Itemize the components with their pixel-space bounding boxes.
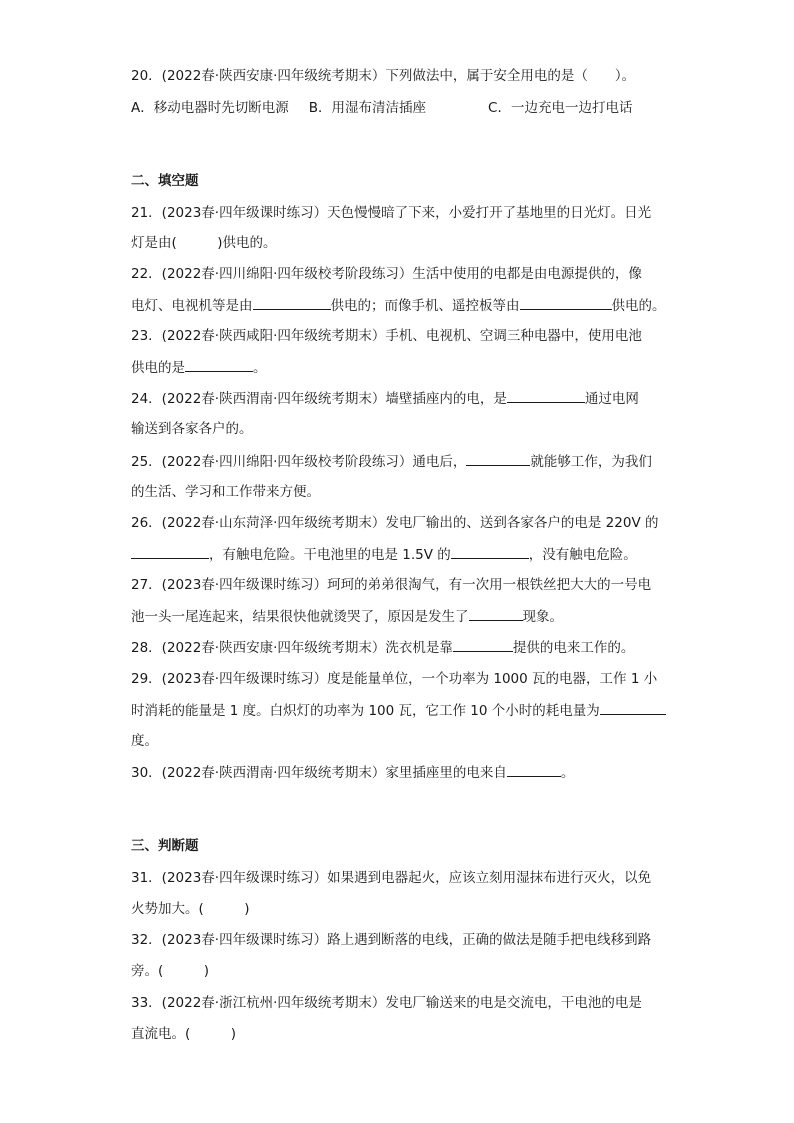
question-32-line-1: 32．(2023春·四年级课时练习）路上遇到断落的电线，正确的做法是随手把电线移到路	[131, 932, 652, 948]
text-segment: 提供的电来工作的。	[512, 640, 635, 656]
section-heading-fill-in: 二、填空题	[131, 173, 199, 189]
question-21-line-2: 灯是由( )供电的。	[131, 235, 277, 251]
question-23-line-1: 23．(2022春·陕西咸阳·四年级统考期末）手机、电视机、空调三种电器中，使用电池	[131, 328, 642, 344]
text-segment: 25．(2022春·四川绵阳·四年级校考阶段练习）通电后，	[131, 454, 467, 470]
answer-blank[interactable]	[451, 544, 529, 559]
text-segment: 时消耗的能量是 1 度。白炽灯的功率为 100 瓦，它工作 10 个小时的耗电量为	[131, 703, 600, 719]
text-segment: 通过电网	[584, 391, 639, 407]
question-31-line-1: 31．(2023春·四年级课时练习）如果遇到电器起火，应该立刻用湿抹布进行灭火，以免	[131, 870, 652, 886]
answer-blank[interactable]	[453, 637, 513, 652]
answer-blank[interactable]	[131, 544, 209, 559]
text-segment: 24．(2022春·陕西渭南·四年级统考期末）墙壁插座内的电，是	[131, 391, 507, 407]
answer-blank[interactable]	[507, 388, 585, 403]
text-segment: 供电的；而像手机、遥控板等由	[330, 298, 520, 314]
question-33-line-1: 33．(2022春·浙江杭州·四年级统考期末）发电厂输送来的电是交流电，干电池的电是	[131, 995, 642, 1011]
question-26-line-2	[131, 544, 637, 565]
question-23-line-2	[131, 357, 267, 378]
text-segment: ，没有触电危险。	[528, 547, 637, 563]
text-segment: 30．(2022春·陕西渭南·四年级统考期末）家里插座里的电来自	[131, 765, 507, 781]
text-segment: 现象。	[522, 609, 563, 625]
question-33-line-2: 直流电。( )	[131, 1026, 237, 1042]
answer-blank[interactable]	[507, 762, 561, 777]
question-21-line-1: 21．(2023春·四年级课时练习）天色慢慢暗了下来，小爱打开了基地里的日光灯。日光	[131, 205, 652, 221]
question-22-line-2	[131, 295, 666, 316]
answer-blank[interactable]	[466, 451, 530, 466]
question-32-line-2: 旁。( )	[131, 963, 210, 979]
text-segment: 电灯、电视机等是由	[131, 298, 253, 314]
question-27-line-1: 27．(2023春·四年级课时练习）珂珂的弟弟很淘气，有一次用一根铁丝把大大的一号电	[131, 577, 652, 593]
text-segment: 。	[560, 765, 575, 781]
option-a: A．移动电器时先切断电源	[131, 100, 289, 116]
question-29-line-1: 29．(2023春·四年级课时练习）度是能量单位，一个功率为 1000 瓦的电器，工作 1 小	[131, 671, 658, 687]
option-c: C．一边充电一边打电话	[488, 100, 633, 116]
answer-blank[interactable]	[469, 606, 523, 621]
question-30-line-1	[131, 762, 574, 783]
question-29-line-2	[131, 700, 666, 721]
option-b: B．用湿布清洁插座	[308, 100, 427, 116]
answer-blank[interactable]	[253, 295, 331, 310]
text-segment: 就能够工作，为我们	[530, 454, 652, 470]
text-segment: ，有触电危险。干电池里的电是 1.5V 的	[209, 547, 451, 563]
question-25-line-1	[131, 451, 652, 472]
question-24-line-2: 输送到各家各户的。	[131, 421, 253, 437]
question-22-line-1: 22．(2022春·四川绵阳·四年级校考阶段练习）生活中使用的电都是由电源提供的，像	[131, 266, 642, 282]
question-26-line-1: 26．(2022春·山东菏泽·四年级统考期末）发电厂输出的、送到各家各户的电是 220V 的	[131, 515, 659, 531]
question-20-options	[131, 98, 632, 118]
answer-blank[interactable]	[600, 700, 666, 715]
text-segment: 供电的。	[611, 298, 666, 314]
section-heading-true-false: 三、判断题	[131, 838, 199, 854]
question-28-line-1	[131, 637, 634, 658]
question-24-line-1	[131, 388, 639, 409]
question-25-line-2: 的生活、学习和工作带来方便。	[131, 484, 320, 500]
question-31-line-2: 火势加大。( )	[131, 901, 250, 917]
answer-blank[interactable]	[520, 295, 612, 310]
question-29-line-3: 度。	[131, 733, 158, 749]
text-segment: 28．(2022春·陕西安康·四年级统考期末）洗衣机是靠	[131, 640, 453, 656]
question-20-text: 20．(2022春·陕西安康·四年级统考期末）下列做法中，属于安全用电的是（ ）。	[131, 68, 636, 84]
text-segment: 供电的是	[131, 360, 185, 376]
question-27-line-2	[131, 606, 563, 627]
text-segment: 。	[253, 360, 267, 376]
text-segment: 池一头一尾连起来，结果很快他就烫哭了，原因是发生了	[131, 609, 469, 625]
answer-blank[interactable]	[185, 357, 253, 372]
